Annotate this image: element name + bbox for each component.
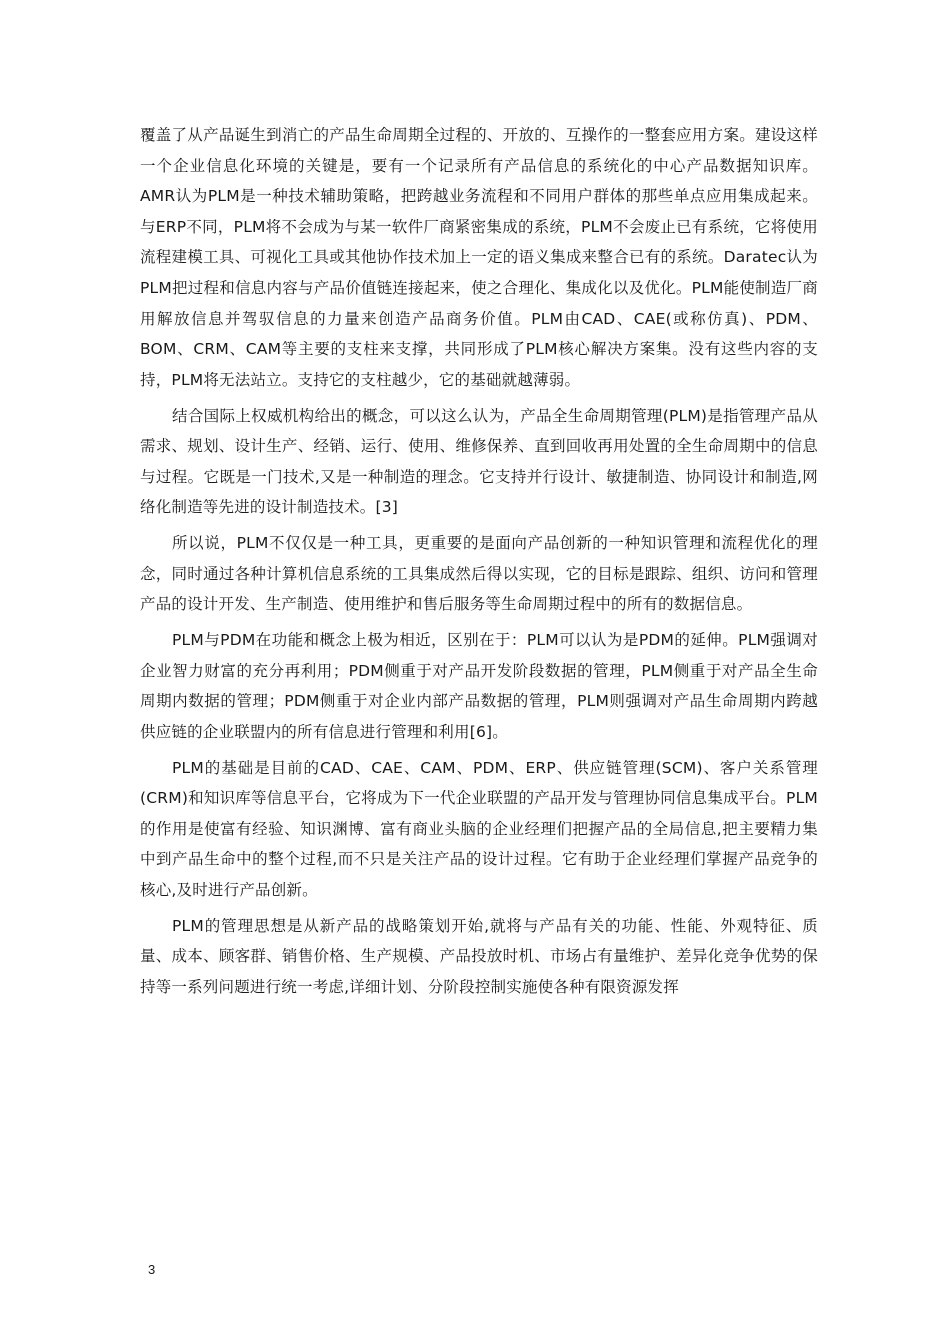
- paragraph-5: PLM的基础是目前的CAD、CAE、CAM、PDM、ERP、供应链管理(SCM)、客户关系管理(CRM)和知识库等信息平台，它将成为下一代企业联盟的产品开发与管理协同信息集成平台。PLM的作用是使富有经验、知识渊博、富有商业头脑的企业经理们把握产品的全局信息,把主要精力集中到产品生命中的整个过程,而不只是关注产品的设计过程。它有助于企业经理们掌握产品竞争的核心,及时进行产品创新。: [140, 758, 818, 899]
- paragraph-1: 覆盖了从产品诞生到消亡的产品生命周期全过程的、开放的、互操作的一整套应用方案。建设这样一个企业信息化环境的关键是，要有一个记录所有产品信息的系统化的中心产品数据知识库。AMR认为PLM是一种技术辅助策略，把跨越业务流程和不同用户群体的那些单点应用集成起来。与ERP不同，PLM将不会成为与某一软件厂商紧密集成的系统，PLM不会废止已有系统，它将使用流程建模工具、可视化工具或其他协作技术加上一定的语义集成来整合已有的系统。Daratec认为PLM把过程和信息内容与产品价值链连接起来，使之合理化、集成化以及优化。PLM能使制造厂商用解放信息并驾驭信息的力量来创造产品商务价值。PLM由CAD、CAE(或称仿真)、PDM、BOM、CRM、CAM等主要的支柱来支撑，共同形成了PLM核心解决方案集。没有这些内容的支持，PLM将无法站立。支持它的支柱越少，它的基础就越薄弱。: [140, 126, 818, 389]
- paragraph-3: 所以说，PLM不仅仅是一种工具，更重要的是面向产品创新的一种知识管理和流程优化的理念，同时通过各种计算机信息系统的工具集成然后得以实现，它的目标是跟踪、组织、访问和管理产品的设计开发、生产制造、使用维护和售后服务等生命周期过程中的所有的数据信息。: [140, 534, 818, 614]
- body-text: [140, 120, 818, 1008]
- paragraph-4: PLM与PDM在功能和概念上极为相近，区别在于：PLM可以认为是PDM的延伸。PLM强调对企业智力财富的充分再利用；PDM侧重于对产品开发阶段数据的管理，PLM侧重于对产品全生命周期内数据的管理；PDM侧重于对企业内部产品数据的管理，PLM则强调对产品生命周期内跨越供应链的企业联盟内的所有信息进行管理和利用[6]。: [140, 631, 818, 741]
- page-number: 3: [148, 1262, 156, 1277]
- paragraph-2: 结合国际上权威机构给出的概念，可以这么认为，产品全生命周期管理(PLM)是指管理产品从需求、规划、设计生产、经销、运行、使用、维修保养、直到回收再用处置的全生命周期中的信息与过程。它既是一门技术,又是一种制造的理念。它支持并行设计、敏捷制造、协同设计和制造,网络化制造等先进的设计制造技术。[3]: [140, 406, 818, 517]
- paragraph-6: PLM的管理思想是从新产品的战略策划开始,就将与产品有关的功能、性能、外观特征、质量、成本、顾客群、销售价格、生产规模、产品投放时机、市场占有量维护、差异化竞争优势的保持等一系列问题进行统一考虑,详细计划、分阶段控制实施使各种有限资源发挥: [140, 916, 818, 996]
